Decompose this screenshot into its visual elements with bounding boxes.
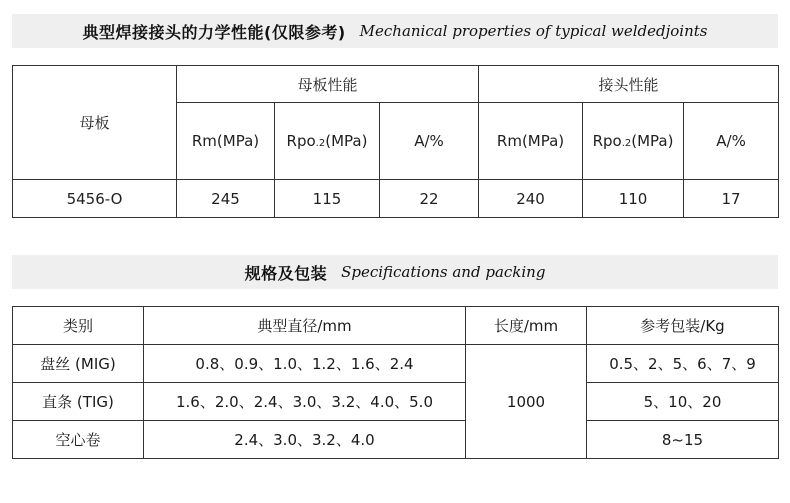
- spec-header-row: [13, 307, 779, 345]
- joint-rpo-header: [583, 103, 684, 180]
- table-row: [13, 180, 779, 218]
- rpo-subscript: .2: [315, 138, 326, 149]
- specifications-table: [12, 306, 779, 459]
- alloy-cell: 5456-O: [13, 180, 177, 218]
- base-rm-header: Rm(MPa): [177, 103, 275, 180]
- category-cell: 盘丝 (MIG): [13, 345, 144, 383]
- packing-cell: 0.5、2、5、6、7、9: [587, 345, 779, 383]
- base-rpo-cell: 115: [275, 180, 380, 218]
- category-cell: 空心卷: [13, 421, 144, 459]
- diameter-cell: 2.4、3.0、3.2、4.0: [144, 421, 466, 459]
- category-header: 类别: [13, 307, 144, 345]
- rpo-suffix: (MPa): [631, 132, 674, 150]
- specs-title-zh: 规格及包装: [244, 263, 328, 283]
- rpo-prefix: Rpo: [592, 132, 622, 150]
- joint-properties-header: 接头性能: [479, 66, 779, 103]
- length-header: 长度/mm: [466, 307, 587, 345]
- rpo-prefix: Rpo: [286, 132, 316, 150]
- rpo-subscript: .2: [621, 138, 632, 149]
- packing-cell: 5、10、20: [587, 383, 779, 421]
- packing-cell: 8~15: [587, 421, 779, 459]
- joint-a-header: A/%: [684, 103, 779, 180]
- base-properties-header: 母板性能: [177, 66, 479, 103]
- diameter-cell: 1.6、2.0、2.4、3.0、3.2、4.0、5.0: [144, 383, 466, 421]
- joint-rm-cell: 240: [479, 180, 583, 218]
- table-row: [13, 345, 779, 383]
- packing-header: 参考包装/Kg: [587, 307, 779, 345]
- diameter-header: 典型直径/mm: [144, 307, 466, 345]
- specs-title-en: Specifications and packing: [341, 263, 546, 281]
- rpo-suffix: (MPa): [325, 132, 368, 150]
- joint-a-cell: 17: [684, 180, 779, 218]
- base-a-header: A/%: [380, 103, 479, 180]
- length-cell: 1000: [466, 345, 587, 459]
- base-metal-header: 母板: [13, 66, 177, 180]
- category-cell: 直条 (TIG): [13, 383, 144, 421]
- mechanical-properties-table: [12, 65, 779, 218]
- joint-rpo-cell: 110: [583, 180, 684, 218]
- mechanical-properties-banner: [12, 14, 778, 48]
- joint-rm-header: Rm(MPa): [479, 103, 583, 180]
- base-rpo-header: [275, 103, 380, 180]
- table-row: [13, 383, 779, 421]
- mechanical-title-zh: 典型焊接接头的力学性能(仅限参考): [82, 22, 346, 42]
- diameter-cell: 0.8、0.9、1.0、1.2、1.6、2.4: [144, 345, 466, 383]
- table-row: [13, 421, 779, 459]
- base-rm-cell: 245: [177, 180, 275, 218]
- mechanical-title-en: Mechanical properties of typical weldedjoints: [359, 22, 708, 40]
- mech-header-row-1: [13, 66, 779, 103]
- base-a-cell: 22: [380, 180, 479, 218]
- specifications-banner: [12, 255, 778, 289]
